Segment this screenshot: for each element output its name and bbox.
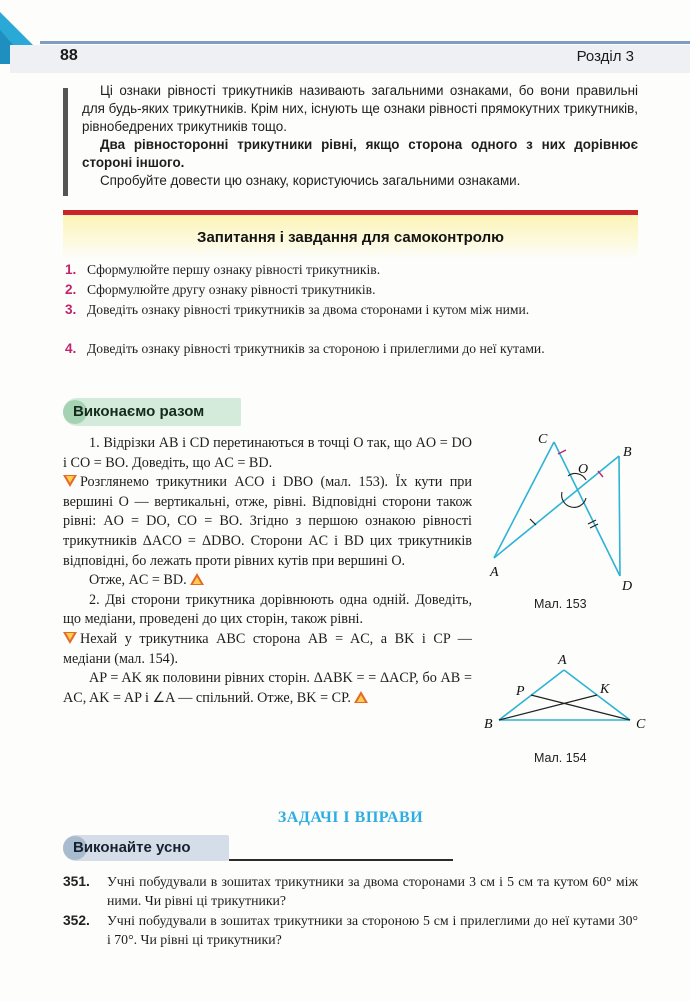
- question-item: [63, 260, 638, 279]
- point-label-p: P: [516, 684, 525, 699]
- problems-title: ЗАДАЧІ І ВПРАВИ: [277, 809, 424, 826]
- conclusion-text: AP = AK як половини рівних сторін. ΔABK = = ΔACP, бо AB = AC, AK = AP і ∠A — спільний. Отже, BK = CP.: [63, 670, 472, 706]
- solution-end-marker-icon: [354, 691, 368, 703]
- solution-text: Розглянемо трикутники ACO і DBO (мал. 153). Їх кути при вершині O — вертикальні, отже, рівні. Відповідні сторони також рівні: AO = DO, CO = BO. Згідно з першою ознакою рівності трикутників ΔACO = ΔDBO. Сторони AC і BD цих трикутників відповідні, бо лежать проти рівних кутів при вершині O.: [63, 474, 472, 569]
- intro-side-bar: [63, 88, 68, 196]
- example-2-conclusion: [63, 669, 472, 708]
- tick-ao: [530, 519, 536, 525]
- self-check-red-rule: [63, 210, 638, 215]
- problem-text: Учні побудували в зошитах трикутники за двома сторонами 3 см і 5 см та кутом 60° між ними. Чи рівні ці трикутники?: [107, 874, 638, 908]
- point-label-b: B: [484, 717, 493, 732]
- solution-start-marker-icon: [63, 475, 77, 487]
- together-title: Виконаємо разом: [73, 403, 205, 420]
- point-label-k: K: [600, 682, 610, 697]
- header-rule: [40, 41, 690, 44]
- point-label-a: A: [558, 653, 567, 668]
- intro-text: [82, 82, 638, 190]
- question-number: 3.: [65, 302, 77, 317]
- question-text: Сформулюйте другу ознаку рівності трикутників.: [87, 282, 376, 297]
- conclusion-text: Отже, AC = BD.: [89, 572, 187, 589]
- segment-bd: [619, 456, 620, 576]
- figure-153: [482, 428, 652, 598]
- example-1-statement: 1. Відрізки AB і CD перетинаються в точці O так, що AO = DO і CO = BO. Доведіть, що AC = BD.: [63, 435, 472, 471]
- question-number: 1.: [65, 262, 77, 277]
- example-1-conclusion: [63, 571, 472, 591]
- figure-153-caption: Мал. 153: [534, 597, 587, 611]
- problem-item: [63, 872, 638, 910]
- point-label-a: A: [490, 565, 499, 580]
- example-2-statement: 2. Дві сторони трикутника дорівнюють одна одній. Доведіть, що медіани, проведені до цих сторін, також рівні.: [63, 591, 472, 628]
- question-text: Доведіть ознаку рівності трикутників за двома сторонами і кутом між ними.: [87, 302, 530, 317]
- oral-title: Виконайте усно: [73, 839, 191, 856]
- problem-number: 351.: [63, 874, 90, 889]
- figure-154: [482, 648, 652, 734]
- intro-paragraph: Спробуйте довести цю ознаку, користуючись загальними ознаками.: [100, 173, 521, 188]
- segment-ca: [494, 442, 554, 558]
- intro-paragraph: Ці ознаки рівності трикутників називають загальними ознаками, бо вони правильні для будь-яких трикутників. Крім них, існують ще ознаки рівності прямокутних трикутників, рівнобедрених трикутників тощо.: [82, 83, 638, 134]
- point-label-c: C: [538, 432, 548, 447]
- solution-start-marker-icon: [63, 632, 77, 644]
- section-label: Розділ 3: [576, 48, 634, 65]
- oral-heading-rule: [229, 859, 453, 861]
- worked-examples: [63, 434, 472, 708]
- intro-bold-statement: Два рівносторонні трикутники рівні, якщо сторона одного з них дорівнює стороні іншого.: [82, 137, 638, 170]
- question-item: [63, 339, 638, 358]
- point-label-o: O: [578, 462, 589, 477]
- solution-text: Нехай у трикутника ABC сторона AB = AC, а BK і CP — медіани (мал. 154).: [63, 630, 472, 667]
- question-item: [63, 300, 638, 319]
- problem-number: 352.: [63, 913, 90, 928]
- point-label-b: B: [623, 445, 632, 460]
- question-number: 4.: [65, 341, 77, 356]
- point-label-c: C: [636, 717, 646, 732]
- figure-154-caption: Мал. 154: [534, 751, 587, 765]
- self-check-title: Запитання і завдання для самоконтролю: [197, 229, 504, 246]
- question-text: Сформулюйте першу ознаку рівності трикутників.: [87, 262, 381, 277]
- question-number: 2.: [65, 282, 77, 297]
- solution-end-marker-icon: [190, 573, 204, 585]
- segment-ab: [494, 456, 619, 558]
- question-item: [63, 280, 638, 299]
- example-2-solution: [63, 630, 472, 669]
- point-label-d: D: [622, 579, 633, 594]
- question-text: Доведіть ознаку рівності трикутників за стороною і прилеглими до неї кутами.: [87, 341, 545, 356]
- example-1-solution: [63, 473, 472, 571]
- page-number: 88: [60, 47, 78, 64]
- problem-text: Учні побудували в зошитах трикутники за стороною 5 см і прилеглими до неї кутами 30° і 70°. Чи рівні ці трикутники?: [107, 913, 638, 947]
- problem-item: [63, 911, 638, 949]
